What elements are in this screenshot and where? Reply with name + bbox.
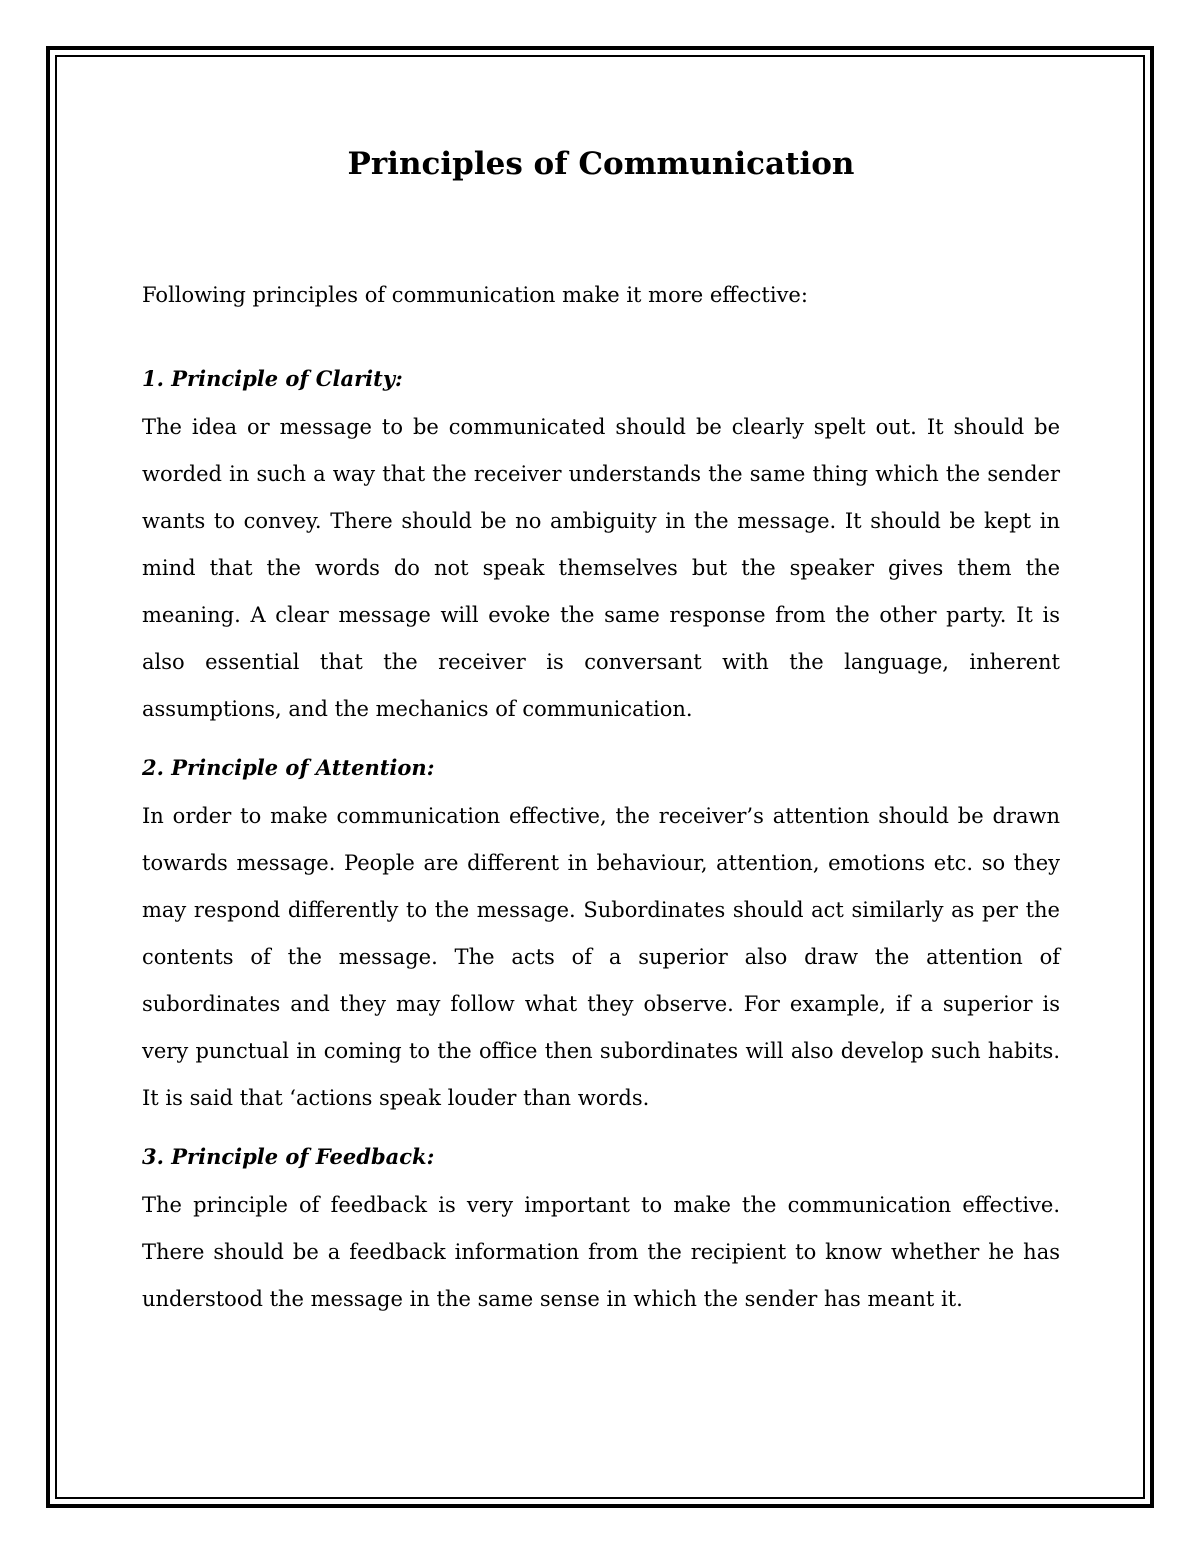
document-content [142,140,1060,1323]
intro-paragraph: Following principles of communication make it more effective: [142,283,808,307]
section-body-attention: In order to make communication effective, the receiver’s attention should be drawn towards message. People are different in behaviour, attention, emotions etc. so they may respond differently to the message. Subordinates should act similarly as per the contents of the message. The acts of a superior also draw the attention of subordinates and they may follow what they observe. For example, if a superior is very punctual in coming to the office then subordinates will also develop such habits. It is said that ‘actions speak louder than words. [142,804,1060,1110]
section-heading-clarity: 1. Principle of Clarity: [142,366,403,391]
section-heading-feedback: 3. Principle of Feedback: [142,1144,435,1169]
section-body-feedback: The principle of feedback is very important to make the communication effective. There should be a feedback information from the recipient to know whether he has understood the message in the same sense in which the sender has meant it. [142,1193,1060,1311]
section-heading-attention: 2. Principle of Attention: [142,755,435,780]
document-title: Principles of Communication [347,146,855,182]
section-body-clarity: The idea or message to be communicated should be clearly spelt out. It should be worded in such a way that the receiver understands the same thing which the sender wants to convey. There should be no ambiguity in the message. It should be kept in mind that the words do not speak themselves but the speaker gives them the meaning. A clear message will evoke the same response from the other party. It is also essential that the receiver is conversant with the language, inherent assumptions, and the mechanics of communication. [142,415,1060,721]
